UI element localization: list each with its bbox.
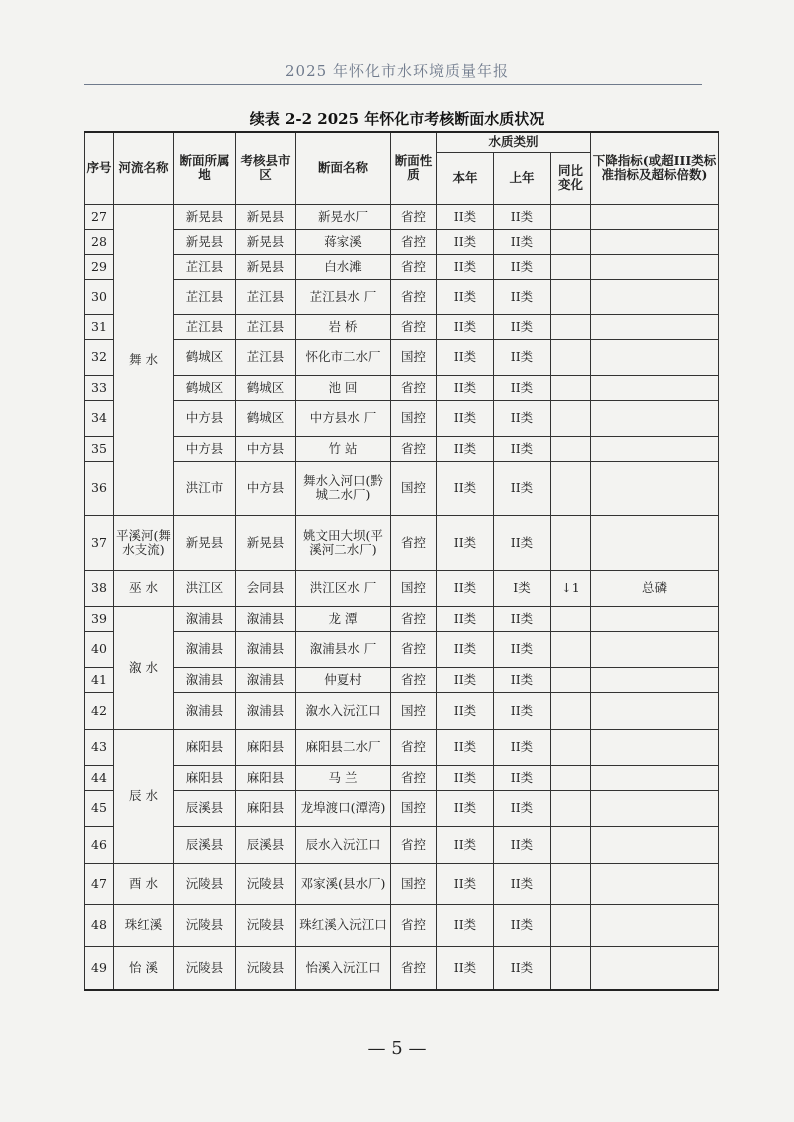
- cell-nature: 省控: [391, 904, 437, 946]
- cell-yoy: [551, 436, 591, 461]
- table-row: [85, 863, 719, 904]
- cell-decline: [591, 314, 719, 339]
- cell-seq: 49: [85, 946, 114, 990]
- cell-yoy: [551, 400, 591, 436]
- cell-last-year: II类: [494, 314, 551, 339]
- cell-decline: [591, 946, 719, 990]
- table-row: [85, 667, 719, 692]
- cell-yoy: [551, 229, 591, 254]
- table-row: [85, 375, 719, 400]
- cell-district: 麻阳县: [174, 729, 236, 765]
- cell-district: 洪江区: [174, 570, 236, 606]
- cell-last-year: II类: [494, 729, 551, 765]
- header-yoy: 同比变化: [551, 152, 591, 204]
- cell-last-year: II类: [494, 631, 551, 667]
- cell-this-year: II类: [437, 826, 494, 863]
- cell-section: 溆浦县水 厂: [296, 631, 391, 667]
- cell-this-year: II类: [437, 515, 494, 570]
- running-header-title: 2025 年怀化市水环境质量年报: [285, 62, 509, 80]
- cell-seq: 33: [85, 375, 114, 400]
- cell-county: 新晃县: [236, 254, 296, 279]
- header-section: 断面名称: [296, 132, 391, 204]
- table-row: [85, 765, 719, 790]
- cell-yoy: [551, 946, 591, 990]
- table-row: [85, 692, 719, 729]
- cell-decline: [591, 375, 719, 400]
- cell-decline: [591, 729, 719, 765]
- cell-this-year: II类: [437, 667, 494, 692]
- cell-section: 龙 潭: [296, 606, 391, 631]
- cell-this-year: II类: [437, 765, 494, 790]
- table-row: [85, 826, 719, 863]
- cell-seq: 31: [85, 314, 114, 339]
- cell-section: 龙埠渡口(潭湾): [296, 790, 391, 826]
- cell-seq: 38: [85, 570, 114, 606]
- cell-seq: 39: [85, 606, 114, 631]
- cell-section: 白水滩: [296, 254, 391, 279]
- cell-seq: 40: [85, 631, 114, 667]
- cell-decline: [591, 826, 719, 863]
- cell-this-year: II类: [437, 631, 494, 667]
- cell-decline: [591, 631, 719, 667]
- cell-nature: 省控: [391, 631, 437, 667]
- cell-nature: 省控: [391, 946, 437, 990]
- cell-county: 麻阳县: [236, 729, 296, 765]
- cell-nature: 国控: [391, 692, 437, 729]
- cell-district: 芷江县: [174, 254, 236, 279]
- cell-this-year: II类: [437, 436, 494, 461]
- header-last-year: 上年: [494, 152, 551, 204]
- cell-county: 会同县: [236, 570, 296, 606]
- cell-decline: [591, 904, 719, 946]
- cell-yoy: [551, 765, 591, 790]
- cell-section: 芷江县水 厂: [296, 279, 391, 314]
- cell-last-year: II类: [494, 790, 551, 826]
- cell-last-year: II类: [494, 904, 551, 946]
- cell-nature: 国控: [391, 400, 437, 436]
- cell-this-year: II类: [437, 904, 494, 946]
- cell-section: 岩 桥: [296, 314, 391, 339]
- cell-seq: 29: [85, 254, 114, 279]
- cell-this-year: II类: [437, 314, 494, 339]
- table-row: [85, 461, 719, 515]
- cell-last-year: II类: [494, 667, 551, 692]
- table-row: [85, 436, 719, 461]
- table-row: [85, 570, 719, 606]
- cell-nature: 省控: [391, 729, 437, 765]
- cell-district: 新晃县: [174, 204, 236, 229]
- cell-last-year: II类: [494, 863, 551, 904]
- cell-this-year: II类: [437, 946, 494, 990]
- cell-last-year: II类: [494, 400, 551, 436]
- cell-this-year: II类: [437, 339, 494, 375]
- cell-river: 酉 水: [114, 863, 174, 904]
- cell-county: 溆浦县: [236, 667, 296, 692]
- cell-river: 巫 水: [114, 570, 174, 606]
- cell-river: 舞 水: [114, 204, 174, 515]
- cell-section: 仲夏村: [296, 667, 391, 692]
- cell-district: 鹤城区: [174, 375, 236, 400]
- cell-decline: [591, 254, 719, 279]
- cell-section: 蒋家溪: [296, 229, 391, 254]
- cell-county: 新晃县: [236, 515, 296, 570]
- cell-yoy: [551, 461, 591, 515]
- cell-decline: [591, 765, 719, 790]
- cell-last-year: II类: [494, 826, 551, 863]
- cell-last-year: II类: [494, 229, 551, 254]
- cell-seq: 37: [85, 515, 114, 570]
- cell-decline: [591, 436, 719, 461]
- cell-decline: 总磷: [591, 570, 719, 606]
- cell-last-year: II类: [494, 946, 551, 990]
- cell-nature: 省控: [391, 436, 437, 461]
- cell-this-year: II类: [437, 570, 494, 606]
- cell-district: 洪江市: [174, 461, 236, 515]
- cell-this-year: II类: [437, 790, 494, 826]
- cell-seq: 47: [85, 863, 114, 904]
- cell-yoy: [551, 515, 591, 570]
- cell-district: 溆浦县: [174, 606, 236, 631]
- cell-nature: 省控: [391, 826, 437, 863]
- table-header: [85, 132, 719, 204]
- cell-nature: 国控: [391, 339, 437, 375]
- table-row: [85, 790, 719, 826]
- cell-district: 溆浦县: [174, 692, 236, 729]
- cell-this-year: II类: [437, 863, 494, 904]
- cell-district: 沅陵县: [174, 904, 236, 946]
- cell-seq: 30: [85, 279, 114, 314]
- cell-nature: 省控: [391, 314, 437, 339]
- cell-last-year: II类: [494, 375, 551, 400]
- cell-last-year: II类: [494, 436, 551, 461]
- cell-nature: 省控: [391, 204, 437, 229]
- table-row: [85, 229, 719, 254]
- cell-county: 沅陵县: [236, 904, 296, 946]
- cell-district: 芷江县: [174, 279, 236, 314]
- cell-county: 中方县: [236, 436, 296, 461]
- cell-county: 溆浦县: [236, 692, 296, 729]
- table-row: [85, 254, 719, 279]
- cell-district: 新晃县: [174, 229, 236, 254]
- cell-seq: 42: [85, 692, 114, 729]
- table-row: [85, 204, 719, 229]
- cell-yoy: [551, 667, 591, 692]
- cell-yoy: [551, 790, 591, 826]
- cell-decline: [591, 790, 719, 826]
- cell-yoy: [551, 606, 591, 631]
- cell-county: 溆浦县: [236, 631, 296, 667]
- table-row: [85, 904, 719, 946]
- cell-nature: 省控: [391, 765, 437, 790]
- cell-decline: [591, 863, 719, 904]
- header-class-group: 水质类别: [437, 132, 591, 152]
- cell-district: 中方县: [174, 436, 236, 461]
- cell-seq: 43: [85, 729, 114, 765]
- cell-section: 怀化市二水厂: [296, 339, 391, 375]
- cell-district: 沅陵县: [174, 863, 236, 904]
- cell-river: 溆 水: [114, 606, 174, 729]
- page-number: — 5 —: [367, 1038, 427, 1059]
- cell-decline: [591, 515, 719, 570]
- cell-county: 新晃县: [236, 229, 296, 254]
- cell-seq: 46: [85, 826, 114, 863]
- cell-county: 芷江县: [236, 314, 296, 339]
- cell-county: 鹤城区: [236, 375, 296, 400]
- cell-nature: 省控: [391, 229, 437, 254]
- cell-nature: 省控: [391, 606, 437, 631]
- cell-last-year: II类: [494, 279, 551, 314]
- cell-seq: 32: [85, 339, 114, 375]
- cell-district: 芷江县: [174, 314, 236, 339]
- cell-this-year: II类: [437, 692, 494, 729]
- cell-this-year: II类: [437, 375, 494, 400]
- cell-decline: [591, 667, 719, 692]
- cell-district: 新晃县: [174, 515, 236, 570]
- cell-last-year: II类: [494, 204, 551, 229]
- cell-county: 芷江县: [236, 279, 296, 314]
- table-row: [85, 279, 719, 314]
- cell-section: 辰水入沅江口: [296, 826, 391, 863]
- table-row: [85, 729, 719, 765]
- cell-seq: 27: [85, 204, 114, 229]
- table-row: [85, 946, 719, 990]
- cell-district: 辰溪县: [174, 790, 236, 826]
- cell-county: 辰溪县: [236, 826, 296, 863]
- cell-district: 辰溪县: [174, 826, 236, 863]
- cell-section: 麻阳县二水厂: [296, 729, 391, 765]
- cell-yoy: [551, 314, 591, 339]
- cell-last-year: II类: [494, 461, 551, 515]
- cell-nature: 国控: [391, 790, 437, 826]
- cell-section: 姚文田大坝(平溪河二水厂): [296, 515, 391, 570]
- cell-section: 洪江区水 厂: [296, 570, 391, 606]
- cell-yoy: [551, 279, 591, 314]
- cell-decline: [591, 606, 719, 631]
- cell-section: 邓家溪(县水厂): [296, 863, 391, 904]
- cell-yoy: [551, 204, 591, 229]
- cell-last-year: II类: [494, 515, 551, 570]
- cell-last-year: II类: [494, 692, 551, 729]
- cell-this-year: II类: [437, 204, 494, 229]
- table-title: 续表 2-2 2025 年怀化市考核断面水质状况: [249, 110, 545, 128]
- cell-nature: 省控: [391, 254, 437, 279]
- cell-county: 沅陵县: [236, 863, 296, 904]
- cell-this-year: II类: [437, 729, 494, 765]
- cell-yoy: [551, 863, 591, 904]
- table-row: [85, 339, 719, 375]
- cell-nature: 国控: [391, 461, 437, 515]
- cell-river: 辰 水: [114, 729, 174, 863]
- cell-district: 中方县: [174, 400, 236, 436]
- cell-section: 新晃水厂: [296, 204, 391, 229]
- cell-district: 麻阳县: [174, 765, 236, 790]
- cell-last-year: II类: [494, 606, 551, 631]
- cell-yoy: [551, 904, 591, 946]
- cell-yoy: [551, 375, 591, 400]
- cell-seq: 44: [85, 765, 114, 790]
- water-quality-table: [84, 131, 719, 991]
- cell-section: 中方县水 厂: [296, 400, 391, 436]
- cell-seq: 34: [85, 400, 114, 436]
- cell-last-year: I类: [494, 570, 551, 606]
- cell-decline: [591, 279, 719, 314]
- header-river: 河流名称: [114, 132, 174, 204]
- cell-county: 中方县: [236, 461, 296, 515]
- cell-this-year: II类: [437, 461, 494, 515]
- table-row: [85, 400, 719, 436]
- table-row: [85, 606, 719, 631]
- cell-decline: [591, 229, 719, 254]
- cell-county: 沅陵县: [236, 946, 296, 990]
- cell-decline: [591, 400, 719, 436]
- cell-county: 麻阳县: [236, 790, 296, 826]
- cell-county: 新晃县: [236, 204, 296, 229]
- cell-seq: 41: [85, 667, 114, 692]
- cell-this-year: II类: [437, 606, 494, 631]
- cell-nature: 省控: [391, 279, 437, 314]
- header-seq: 序号: [85, 132, 114, 204]
- cell-county: 溆浦县: [236, 606, 296, 631]
- cell-county: 麻阳县: [236, 765, 296, 790]
- cell-section: 竹 站: [296, 436, 391, 461]
- cell-nature: 省控: [391, 667, 437, 692]
- cell-seq: 48: [85, 904, 114, 946]
- cell-county: 芷江县: [236, 339, 296, 375]
- cell-section: 溆水入沅江口: [296, 692, 391, 729]
- cell-river: 珠红溪: [114, 904, 174, 946]
- cell-decline: [591, 339, 719, 375]
- cell-this-year: II类: [437, 400, 494, 436]
- cell-section: 珠红溪入沅江口: [296, 904, 391, 946]
- header-divider: [84, 84, 702, 85]
- cell-last-year: II类: [494, 765, 551, 790]
- table-row: [85, 631, 719, 667]
- cell-county: 鹤城区: [236, 400, 296, 436]
- cell-yoy: [551, 339, 591, 375]
- header-nature: 断面性质: [391, 132, 437, 204]
- header-district: 断面所属地: [174, 132, 236, 204]
- cell-district: 沅陵县: [174, 946, 236, 990]
- cell-nature: 国控: [391, 863, 437, 904]
- cell-section: 怡溪入沅江口: [296, 946, 391, 990]
- cell-last-year: II类: [494, 254, 551, 279]
- header-county: 考核县市区: [236, 132, 296, 204]
- cell-district: 鹤城区: [174, 339, 236, 375]
- cell-nature: 国控: [391, 570, 437, 606]
- cell-section: 马 兰: [296, 765, 391, 790]
- cell-yoy: [551, 826, 591, 863]
- cell-seq: 28: [85, 229, 114, 254]
- cell-last-year: II类: [494, 339, 551, 375]
- cell-yoy: ↓1: [551, 570, 591, 606]
- cell-yoy: [551, 254, 591, 279]
- cell-nature: 省控: [391, 375, 437, 400]
- table-body: [85, 204, 719, 990]
- cell-yoy: [551, 692, 591, 729]
- cell-seq: 45: [85, 790, 114, 826]
- table-row: [85, 515, 719, 570]
- cell-river: 怡 溪: [114, 946, 174, 990]
- header-decline: 下降指标(或超III类标准指标及超标倍数): [591, 132, 719, 204]
- table-row: [85, 314, 719, 339]
- cell-section: 池 回: [296, 375, 391, 400]
- cell-this-year: II类: [437, 254, 494, 279]
- header-this-year: 本年: [437, 152, 494, 204]
- cell-decline: [591, 204, 719, 229]
- cell-nature: 省控: [391, 515, 437, 570]
- cell-district: 溆浦县: [174, 667, 236, 692]
- cell-this-year: II类: [437, 229, 494, 254]
- cell-seq: 35: [85, 436, 114, 461]
- cell-seq: 36: [85, 461, 114, 515]
- cell-this-year: II类: [437, 279, 494, 314]
- cell-section: 舞水入河口(黔城二水厂): [296, 461, 391, 515]
- cell-yoy: [551, 729, 591, 765]
- cell-yoy: [551, 631, 591, 667]
- cell-decline: [591, 692, 719, 729]
- cell-river: 平溪河(舞水支流): [114, 515, 174, 570]
- cell-district: 溆浦县: [174, 631, 236, 667]
- cell-decline: [591, 461, 719, 515]
